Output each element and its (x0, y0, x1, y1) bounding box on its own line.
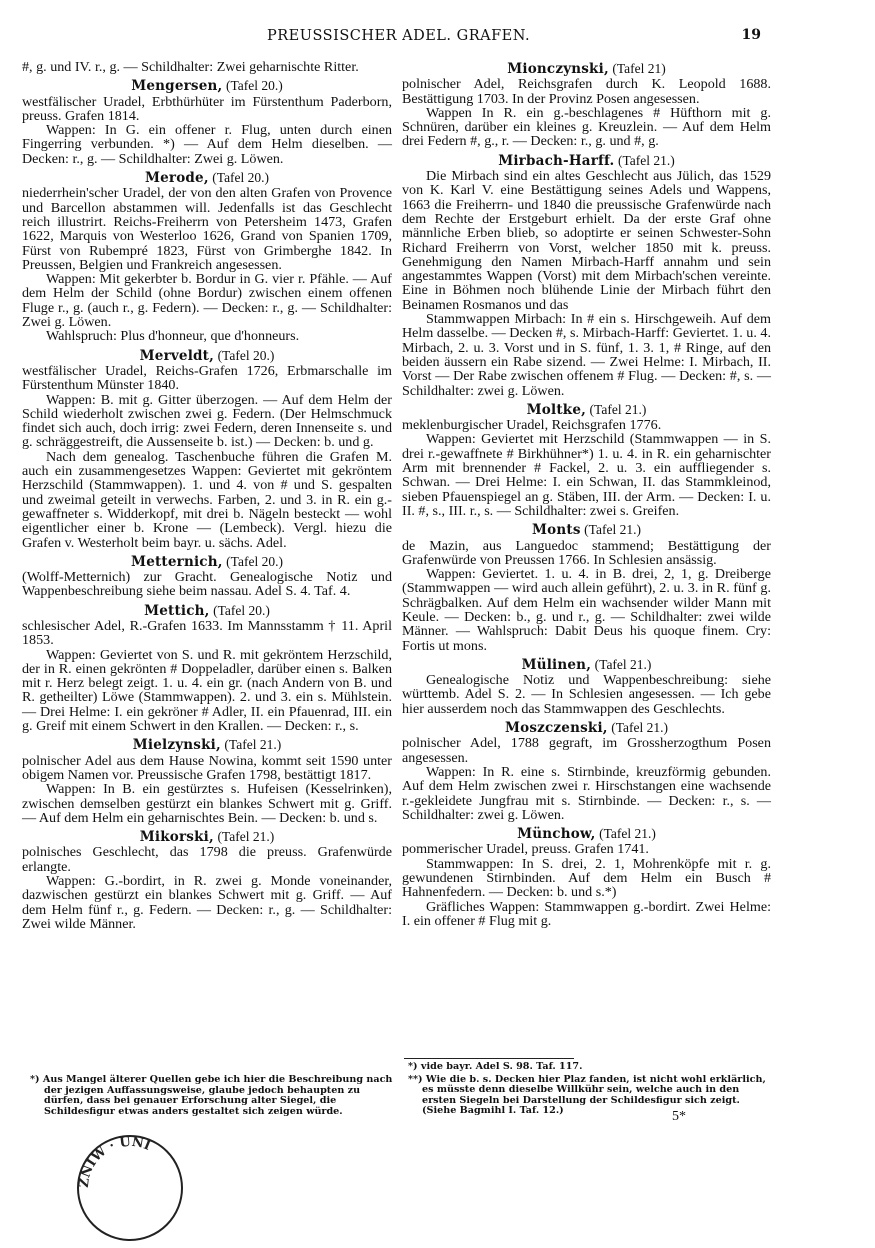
entry-heading (402, 827, 771, 841)
entry (402, 62, 771, 149)
right-column (402, 60, 771, 933)
entry (22, 171, 392, 344)
entry-tafel: (Tafel 20.) (217, 347, 275, 363)
entry-heading (402, 523, 771, 537)
entry-heading (402, 658, 771, 672)
entry-heading (22, 555, 392, 569)
entry-paragraph: Stammwappen Mirbach: In # ein s. Hirschgeweih. Auf dem Helm dasselbe. — Decken #, s. Mirbach-Harff: Geviertet. 1. u. 4. Mirbach, 2. u. 3. Vorst und in S. fünf, 1. 3. 1, # Ringe, auf den beiden äussern ein Rabe sizend. — Zwei Helme: I. Mirbach, II. Vorst — Der Rabe zwischen offenem # Flug. — Decken: #, s. — Schildhalter: zwei g. Löwen. (402, 311, 771, 399)
footnote: **) Wie die b. s. Decken hier Plaz fanden, ist nicht wohl erklärlich, es müsste denn dieselbe Willkühr sein, welche auch in den ersten Siegeln bei Darstellung der Schildesfigur sich zeigt. (Siehe Bagmihl I. Taf. 12.) (408, 1073, 766, 1117)
entry-paragraph: westfälischer Uradel, Erbthürhüter im Fürstenthum Paderborn, preuss. Grafen 1814. (22, 93, 392, 124)
entry-tafel: (Tafel 20.) (212, 170, 270, 186)
entry-heading (22, 79, 392, 93)
entry-name: Moltke, (526, 401, 587, 418)
entry-paragraph: Wappen: Mit gekerbter b. Bordur in G. vier r. Pfähle. — Auf dem Helm der Schild (ohne Bordur) zwischen einem offenen Fluge r., g. (auch r., g. Federn). — Decken: r., g. — Schildhalter: Zwei g. Löwen. (22, 271, 392, 331)
stamp-text: ZNIW · UNI (76, 1134, 153, 1189)
entry (22, 349, 392, 550)
entry-name: Metternich, (131, 553, 223, 570)
entry (22, 604, 392, 734)
entry (402, 827, 771, 928)
entry-heading (402, 403, 771, 417)
footnote: *) Aus Mangel älterer Quellen gebe ich hier die Beschreibung nach der jezigen Auffassungsweise, glaube jedoch behaupten zu dürfen, dass bei genauer Erforschung alter Siegel, die Schildesfigur etwas anders gestaltet sich zeigen würde. (30, 1074, 393, 1117)
page-number: 19 (741, 27, 761, 43)
entry (22, 830, 392, 931)
entry-tafel: (Tafel 21.) (599, 826, 656, 842)
entry-paragraph: Wappen: In G. ein offener r. Flug, unten durch einen Fingerring verbunden. *) — Auf dem Helm dieselben. — Decken: r., g. — Schildhalter: Zwei g. Löwen. (22, 122, 392, 167)
entry (22, 555, 392, 599)
footnotes-left (30, 1075, 395, 1119)
entry-name: Münchow, (517, 826, 596, 843)
entry (402, 721, 771, 822)
entry-paragraph: niederrhein'scher Uradel, der von den alten Grafen von Provence und Barcellon abstammen will. Jedenfalls ist das Geschlecht reich illustrirt. Reichs-Freiherrn von Petersheim 1473, Grafen 1622, Marquis von Westerloo 1626, Grand von Spanien 1709, Fürst von Rubempré 1823, Fürst von Grimberghe 1842. In Preussen, Belgien und Frankreich angesessen. (22, 185, 392, 273)
entry-heading (22, 171, 392, 185)
left-column (22, 60, 392, 936)
entry (402, 523, 771, 653)
entry-paragraph: polnischer Adel, Reichsgrafen durch K. Leopold 1688. Bestättigung 1703. In der Provinz Posen angesessen. (402, 76, 771, 107)
entry-paragraph: Wappen: Geviertet. 1. u. 4. in B. drei, 2, 1, g. Dreiberge (Stammwappen — wird auch allein geführt), 2. u. 3. in R. fünf g. Schrägbalken. Auf dem Helm ein wachsender wilder Mann mit Keule. — Decken: b., g. und r., g. — Schildhalter: zwei wilde Männer. — Wahlspruch: Dabit Deus his quoque finem. Cry: Fortis ut mons. (402, 566, 771, 654)
entry-heading (22, 738, 392, 752)
entry-name: Mülinen, (521, 656, 592, 673)
entry-heading (22, 604, 392, 618)
entry-paragraph: westfälischer Uradel, Reichs-Grafen 1726, Erbmarschalle im Fürstenthum Münster 1840. (22, 362, 392, 394)
entry-name: Merveldt, (139, 347, 215, 364)
entry-name: Merode, (144, 170, 209, 187)
entry-name: Mengersen, (131, 78, 223, 95)
signature-mark: 5* (672, 1109, 686, 1124)
entry-name: Monts (532, 522, 581, 539)
entry-tafel: (Tafel 21.) (594, 656, 652, 672)
running-header (0, 28, 875, 48)
footnote: *) vide bayr. Adel S. 98. Taf. 117. (408, 1061, 583, 1072)
entry-tafel: (Tafel 21.) (611, 720, 668, 736)
entry-tafel: (Tafel 20.) (213, 602, 270, 618)
entry-tafel: (Tafel 21.) (217, 829, 275, 845)
entry-paragraph: Nach dem genealog. Taschenbuche führen die Grafen M. auch ein zusammengesetzes Wappen: Geviertet mit gekröntem Herzschild (Stammwappen). 1. und 4. von # und S. gespalten und zweimal geteilt in verwechs. Farben, 2. und 3. in R. ein g.-gewaffneter s. Widderkopf, mit drei b. Nägeln besteckt — wohl eigentlicher einer b. Krone — (Lembeck). Vergl. hiezu die Grafen v. Westerholt beim bayr. u. sächs. Adel. (22, 448, 392, 551)
footnotes-right (408, 1062, 772, 1119)
entry (402, 403, 771, 518)
svg-text:ZNIW · UNI (77, 1135, 153, 1189)
entry-tafel: (Tafel 21.) (224, 737, 282, 753)
entry-name: Mionczynski, (507, 61, 609, 77)
entry-paragraph: Wahlspruch: Plus d'honneur, que d'honneurs. (46, 328, 300, 345)
entry-paragraph: de Mazin, aus Languedoc stammend; Bestättigung der Grafenwürde von Preussen 1766. In Schlesien ansässig. (402, 537, 771, 568)
entry-tafel: (Tafel 21.) (589, 401, 647, 417)
footnote-rule (404, 1058, 574, 1059)
entry-paragraph: Wappen: Geviertet mit Herzschild (Stammwappen — in S. drei r.-gewaffnete # Birkhühner*) 1. u. 4. in R. ein geharnischter Arm mit brennender # Fackel, 2. u. 3. ein auffliegender s. Schwan. — Drei Helme: I. ein Schwan, II. das Stammkleinod, sieben Pfauenspiegel an g. Stäben, III. der Arm. — Decken: I. u. II. #, s., III. r., s. — Schildhalter: zwei s. Greifen. (402, 431, 771, 519)
entry-paragraph: meklenburgischer Uradel, Reichsgrafen 1776. (402, 417, 662, 434)
entry-name: Mirbach-Harff. (498, 152, 615, 169)
entry-tafel: (Tafel 21.) (584, 522, 641, 538)
entry (402, 658, 771, 716)
entry-paragraph: Wappen In R. ein g.-beschlagenes # Hüfthorn mit g. Schnüren, darüber ein kleines g. Kreuzlein. — Auf dem Helm drei Federn #, g., r. — Decken: r., g. und #, g. (402, 104, 771, 150)
entry-name: Mikorski, (139, 829, 214, 846)
entry-paragraph: polnischer Adel aus dem Hause Nowina, kommt seit 1590 unter obigem Namen vor. Preussische Grafen 1798, bestättigt 1817. (22, 752, 392, 783)
entry-name: Moszczenski, (504, 720, 608, 737)
entry-tafel: (Tafel 20.) (226, 553, 283, 569)
entry (22, 79, 392, 166)
entry-name: Mielzynski, (132, 737, 221, 754)
entry-paragraph: Stammwappen: In S. drei, 2. 1, Mohrenköpfe mit r. g. gewundenen Stirnbinden. Auf dem Helm ein Busch # Hahnenfedern. — Decken: b. und s.*) (402, 855, 771, 901)
entry-paragraph: schlesischer Adel, R.-Grafen 1633. Im Mannsstamm † 11. April 1853. (22, 617, 392, 649)
entry-heading (22, 830, 392, 844)
entry-heading (402, 62, 771, 76)
entry-paragraph: Wappen: In B. ein gestürztes s. Hufeisen (Kesselrinken), zwischen demselben gestürzt ein blankes Schwert mit g. Griff. — Auf dem Helm ein geharnischtes Bein. — Decken: b. und s. (22, 781, 392, 826)
entry-paragraph: polnischer Adel, 1788 gegraft, im Grossherzogthum Posen angesessen. (402, 735, 771, 766)
entry-paragraph: Wappen: B. mit g. Gitter überzogen. — Auf dem Helm der Schild wiederholt zwischen zwei g. Federn. (Der Helmschmuck findet sich auch, doch irrig: zwei Federn, deren Innenseite s. und g. schräggestreift, die Aussenseite b. ist.) — Decken: b. und g. (22, 391, 392, 451)
entry-paragraph: pommerischer Uradel, preuss. Grafen 1741. (402, 841, 649, 858)
entry-tafel: (Tafel 20.) (225, 78, 283, 94)
entry-paragraph: #, g. und IV. r., g. — Schildhalter: Zwei geharnischte Ritter. (22, 59, 359, 75)
entry-heading (22, 349, 392, 363)
entry-paragraph: Wappen: Geviertet von S. und R. mit gekröntem Herzschild, der in R. einen gekrönten # Doppeladler, darüber einen s. Balken mit r. Herz belegt zeigt. 1. u. 4. ein gr. (nach Andern von B. und R. getheilter) Löwe (Stammwappen). 2. und 3. ein s. Mühlstein. — Drei Helme: I. ein gekröner # Adler, II. ein Pfauenrad, III. ein g. Greif mit einem Schwert in den Krallen. — Decken: r., s. (22, 646, 392, 735)
entry (402, 154, 771, 398)
entry-paragraph: Genealogische Notiz und Wappenbeschreibung: siehe württemb. Adel S. 2. — In Schlesien angesessen. — Ich gebe hier ausserdem noch das Stammwappen des Geschlechts. (402, 672, 771, 717)
entry-paragraph: Wappen: In R. eine s. Stirnbinde, kreuzförmig gebunden. Auf dem Helm zwischen zwei r. Hirschstangen eine wachsende r.-gekleidete Jungfrau mit s. Stirnbinde. — Decken: r., s. — Schildhalter: zwei g. Löwen. (402, 763, 771, 823)
entry-paragraph: Gräfliches Wappen: Stammwappen g.-bordirt. Zwei Helme: I. ein offener # Flug mit g. (402, 898, 771, 929)
entry-heading (402, 721, 771, 735)
entry-tafel: (Tafel 21.) (618, 152, 675, 168)
entry-tafel: (Tafel 21) (612, 61, 666, 76)
page-header-title: PREUSSISCHER ADEL. GRAFEN. (267, 28, 531, 44)
entry-paragraph: polnisches Geschlecht, das 1798 die preuss. Grafenwürde erlangte. (22, 844, 392, 875)
entry (22, 60, 392, 74)
entry (22, 738, 392, 825)
entry-name: Mettich, (144, 602, 210, 619)
entry-paragraph: (Wolff-Metternich) zur Gracht. Genealogische Notiz und Wappenbeschreibung siehe beim nassau. Adel S. 4. Taf. 4. (22, 569, 392, 600)
entry-heading (402, 154, 771, 168)
entry-paragraph: Die Mirbach sind ein altes Geschlecht aus Jülich, das 1529 von K. Karl V. eine Bestättigung seines Adels und Wappens, 1663 die Freiherrn- und 1840 die preussische Grafenwürde nach dem Rechte der Erstgeburt erhielt. Da der erste Graf ohne männliche Erben blieb, so adoptirte er seinen Schwester-Sohn Richard Freiherrn von Vorst, welcher 1850 mit k. preuss. Genehmigung den Namen Mirbach-Harff annahm und sein angestammtes Wappen (Vorst) mit dem Mirbach'schen vereinte. Eine in Böhmen noch blühende Linie der Mirbach führt den Beinamen Rosmanos und das (402, 168, 771, 313)
library-stamp-icon (70, 1128, 190, 1248)
entry-paragraph: Wappen: G.-bordirt, in R. zwei g. Monde voneinander, dazwischen gestürzt ein blankes Schwert mit g. Griff. — Auf dem Helm fünf r., g. Federn. — Decken: r., g. — Schildhalter: Zwei wilde Männer. (22, 873, 392, 932)
